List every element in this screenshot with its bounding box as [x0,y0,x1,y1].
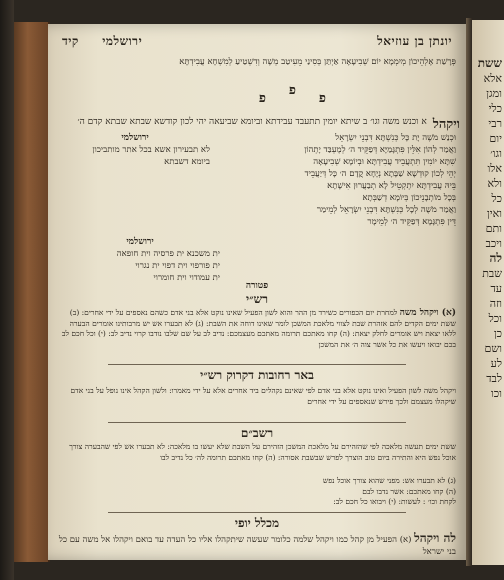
rashi-title: רש״י [245,292,269,306]
page-number: קיד [62,33,79,48]
yerushalmi-column-top [60,132,210,168]
facing-page-line: ויכב [485,237,502,250]
rashi-text: למחרת יום הכפורים כשירד מן ההר והוא לשון הפעיל שאינו נוקט אלא בני אדם כשהם נאספים על ידי אחרים: (ב) ששת ימים הקדים להם אזהרת שבת לצווי מלאכת המשכן לומר שאינו דוחה את השבת: (ג) לא תבערו אש יש מרבותינו אומרים הבערה ללאו יצאת ויש אומרים לחלק יצאת: (ה) קחו מאתכם תרומה מאתכם מעצמכם: נדיב לב על שם שלבו נודבו קרוי נדיב לב: (י) וכל חכם לב בכם יבואו ויעשו את כל אשר צוה ה׳ את המשכן [61,308,456,349]
ornament-letter: פ [258,91,266,106]
onkelos-line: וַאֲמַר מֹשֶׁה לְכָל כְּנִשְׁתָּא דִּבְנֵי יִשְׂרָאֵל לְמֵימַר [316,205,456,215]
facing-page-line: לע [490,357,502,370]
header-left: ירושלמי [102,33,143,48]
facing-page-line: ומגן [486,87,502,100]
facing-page-line: ואין [486,207,502,220]
yerushalmi-label: ירושלמי [126,237,154,247]
facing-page-line: ששת [477,56,502,70]
book-spine [0,0,14,580]
facing-page-line: וכו [490,387,502,400]
facing-page-line: רבי [488,117,502,130]
sfat-commentary [58,532,456,558]
facing-page-line: ותם [485,222,502,235]
rashi-commentary [60,308,456,360]
divider [108,422,406,423]
rashi-lead: (א) ויקהל משה [399,308,456,318]
yerushalmi-line: ית עמודוי וית חומרוי [153,273,220,283]
facing-page-line: עד [490,282,502,295]
onkelos-line: יְהֵי לְכוֹן קוּדְשָׁא שַׁבָּתָא נְיָחָא קֳדָם ה׳ כָּל דְּיַעֲבֵיד [304,169,456,179]
facing-page-line: שבת [482,267,502,280]
sfat-tail: עם כל בני ישראל [58,535,456,557]
facing-page-line: אלא [483,72,502,85]
running-header [62,32,452,50]
rashbam-note: לקחת וכו׳ : לעשות: (י) ויבואו כל חכם לב: [333,497,456,506]
facing-page-line: וגו׳ [490,147,502,160]
onkelos-line: בֵּיהּ עֲבִידְתָּא יִתְקְטֵיל לָא תְבַעֲרוּן אִישָׁתָא [327,181,456,191]
facing-page-line: וכל [488,312,502,325]
facing-page-line: כל [491,192,502,205]
facing-page-line: ושם [484,342,502,355]
yerushalmi-label: ירושלמי [121,133,149,143]
yerushalmi-line: לא תבעירון אשא בכל אתר מותביכון [92,145,210,155]
yerushalmi-line: ית פורפוי וית דפוי ית נגרוי [135,261,220,271]
onkelos-line: שִׁתָּא יוֹמִין תִּתְעֲבֵיד עֲבִידְתָּא וּבְיוֹמָא שְׁבִיעָאָה [313,157,456,167]
rashbam-notes [60,476,456,508]
onkelos-line: וּכְנַשׁ מֹשֶׁה יָת כָּל כְּנִשְׁתָּא דִּבְנֵי יִשְׂרָאֵל [335,133,456,143]
facing-page-line: ולא [487,177,502,190]
facing-page-line: כן [493,327,502,340]
facing-page-line: כלי [488,102,502,115]
beur-commentary: ויקהל משה לשון הפעיל ואינו נוקט אלא בני אדם לפי שאינם נקהלים ביד אחרים אלא על ידי מאמרו: ולשון הקהל אינו נופל על בני אדם שיקהלו מעצמם ולכך פירש שנאספים על ידי אחרים [70,386,456,406]
yerushalmi-column-bottom [60,236,220,284]
onkelos-line: דֵּין פִּתְגָּמָא דְּפַקֵּיד ה׳ לְמֵימָר [367,217,456,227]
ornament-letter: פ [288,83,296,98]
verse-text: א וכנש משה וגו׳ ב שיתא יומין תתעבד עבידתא וביומא שביעאה יהי לכון קודשא שבתא שבתא קדם ה׳ [77,117,427,127]
book-page [48,24,466,560]
ornament-letter: פ [318,91,326,106]
beur-title: באר רחובות דקרוק רש״י [200,368,314,382]
facing-page-line: וזה [489,297,502,310]
header-left-group [62,34,142,49]
rashbam-note: (ג) לא תבערו אש: מפני שהוא צורך אוכל נפש [322,476,456,485]
facing-page-line: אלו [487,162,502,175]
rashbam-note: (ה) קחו מאתכם: אשר נדבו לבם [362,486,456,496]
facing-page-line: לבד [486,372,502,385]
verse-1 [58,116,460,132]
sfat-title: מכלל יופי [234,516,280,530]
section-label: פטורה [245,281,269,291]
header-right: יונתן בן עוזיאל [377,33,452,48]
sfat-lead: לה ויקהל [414,531,456,545]
facing-page-edge [472,20,504,565]
top-continuation-text: פְּרָשַׁת אֶלְהֵיכוֹן מְיִמְמָא יוֹם שְׁבִיעָאָה אַיְתַּן בְּסִינַי מֵעִיטַב מְשֶׁה וְדִשְׁטַיעַ לְמִשְׁחָא עֲבִידְתָּא [179,57,456,67]
yerushalmi-line: ביומא דשבתא [164,157,210,167]
onkelos-line: וַאֲמַר לְהוֹן אִלֵּין פִּתְגָּמַיָּא דְּפַקֵּיד ה׳ לְמֶעְבַּד יָתְהוֹן [304,145,456,155]
rashbam-title: רשב״ם [240,426,274,440]
onkelos-column [218,132,456,228]
book-cover-edge [14,22,50,562]
yerushalmi-line: ית משכנא ית פרסיה וית חופאה [116,249,220,259]
sfat-text: (א) הפעיל מן קהל כמו ויקהל שלמה כלומר שעשה שיתקהלו אליו כל העדה עד בואם ויקהלו אל משה [82,535,412,545]
divider [108,512,406,513]
onkelos-line: בְּכָל מוֹתְבָנֵיכוֹן בְּיוֹמָא דְשַׁבְּתָא [362,193,456,203]
divider [108,364,406,365]
facing-page-line: יום [489,132,502,145]
rashbam-commentary: ששת ימים תעשה מלאכה לפי שהזהירם על מלאכת המשכן הזהירם על השבת שלא יעשו בו מלאכה: לא תבערו אש לפי שהבערה צורך אוכל נפש היא והתירה ביום טוב הוצרך לפרש שבשבת אסורה: (ה) קחו מאתכם תרומה לה׳ כל נדיב לבו [69,442,456,462]
verse-lead-word: ויקהל [432,117,460,132]
facing-page-line: לה [489,251,502,265]
